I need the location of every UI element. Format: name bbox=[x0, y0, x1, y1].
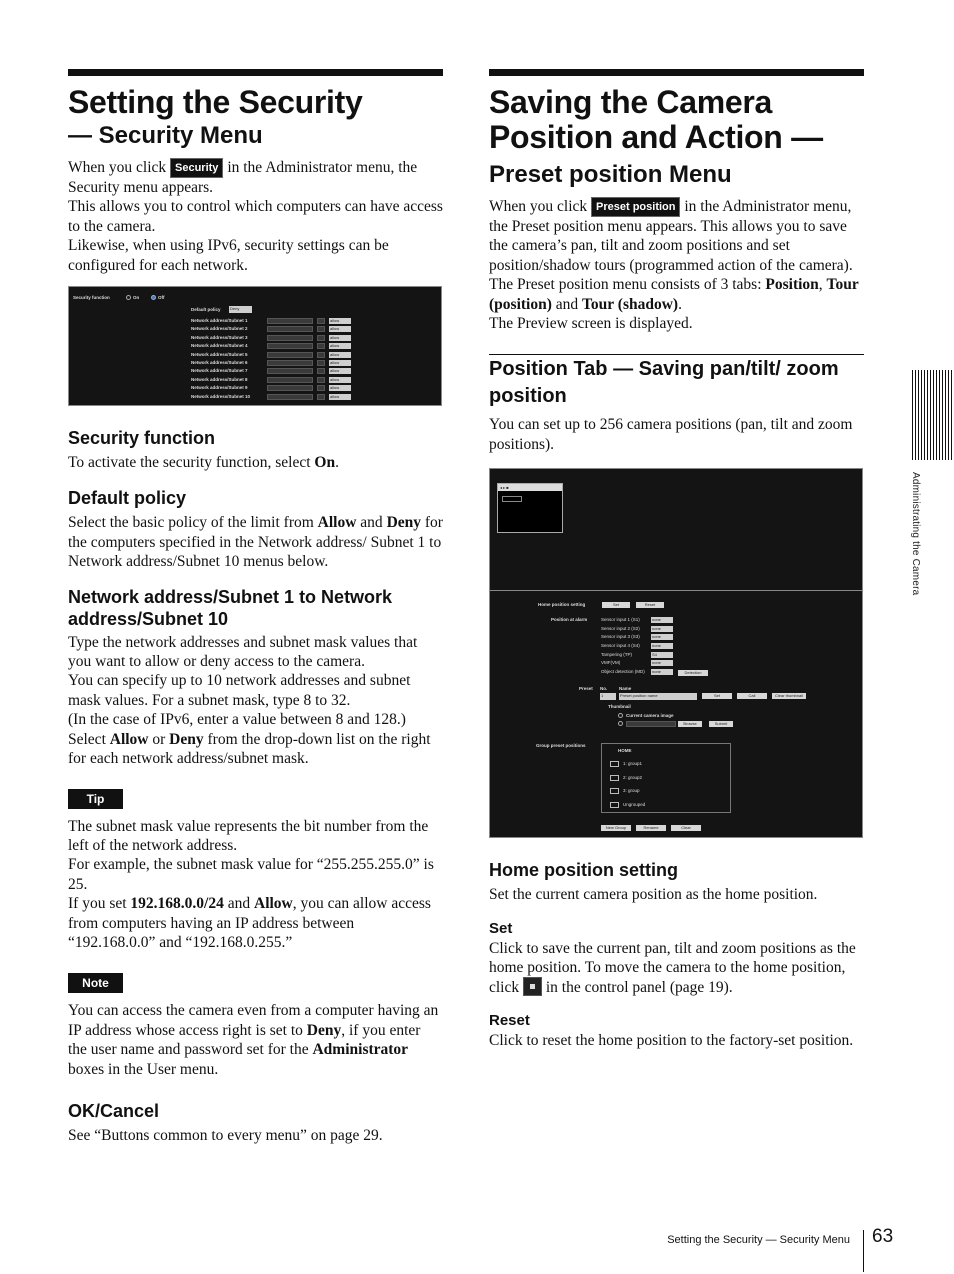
left-column bbox=[68, 69, 443, 1145]
home-setting-heading: Home position setting bbox=[489, 860, 678, 881]
footer-running-title: Setting the Security — Security Menu bbox=[667, 1234, 850, 1246]
shot-subnet-label: Network address/Subnet 8 bbox=[191, 376, 248, 382]
shot-subnet-mask bbox=[317, 377, 325, 383]
shot-alarm-row-value: S4 bbox=[651, 652, 673, 658]
note-label: Note bbox=[68, 973, 123, 993]
shot-subnet-policy: allow bbox=[329, 385, 351, 391]
section-subtitle-right: Preset position Menu bbox=[489, 161, 732, 188]
shot-current-radio bbox=[618, 713, 623, 718]
shot-subnet-address bbox=[267, 360, 313, 366]
shot-off-radio bbox=[151, 295, 156, 300]
set-text: Click to save the current pan, tilt and zoom positions as the home position. To move the camera to the home position, click in the control panel (page 19). bbox=[489, 939, 856, 997]
shot-group-node: Ungrouped bbox=[623, 801, 646, 807]
shot-subnet-label: Network address/Subnet 6 bbox=[191, 360, 248, 366]
default-policy-text: Select the basic policy of the limit from Allow and Deny for the computers specified in the Network address/ Subnet 1 to Network address/Subnet 10 menus below. bbox=[68, 514, 443, 571]
shot-subnet-address bbox=[267, 335, 313, 341]
shot-subnet-address bbox=[267, 352, 313, 358]
shot-group-node: 3: group bbox=[623, 788, 640, 794]
note-text: You can access the camera even from a computer having an IP address whose access right is set to Deny, if you enter the user name and password set for the Administrator boxes in the User menu. bbox=[68, 1002, 439, 1078]
shot-alarm-row-value: none bbox=[651, 617, 673, 623]
shot-security-function-label: Security function bbox=[73, 295, 110, 301]
chapter-thumb-tab bbox=[912, 370, 954, 460]
default-policy-heading: Default policy bbox=[68, 488, 187, 509]
shot-alarm-label: Position at alarm bbox=[551, 617, 588, 623]
shot-default-policy-select: Deny bbox=[229, 306, 252, 313]
shot-divider bbox=[490, 590, 863, 591]
shot-preset-no: 1 bbox=[600, 693, 616, 700]
section-subtitle: — Security Menu bbox=[68, 122, 263, 149]
shot-subnet-address bbox=[267, 318, 313, 324]
shot-default-policy-label: Default policy bbox=[191, 307, 221, 313]
section-title: Setting the Security bbox=[68, 84, 363, 120]
shot-subnet-mask bbox=[317, 343, 325, 349]
shot-subnet-address bbox=[267, 343, 313, 349]
footer-rule bbox=[863, 1230, 864, 1272]
shot-submit: Submit bbox=[709, 721, 733, 727]
shot-subnet-label: Network address/Subnet 7 bbox=[191, 368, 248, 374]
shot-no-label: No. bbox=[600, 686, 608, 692]
shot-subnet-mask bbox=[317, 352, 325, 358]
shot-group-tree bbox=[601, 743, 731, 813]
shot-detection-btn: Detection bbox=[678, 670, 708, 676]
shot-subnet-address bbox=[267, 326, 313, 332]
shot-home-set: Set bbox=[602, 602, 630, 608]
shot-file-field bbox=[626, 721, 676, 727]
preset-intro-text: When you click Preset position in the Administrator menu, the Preset position menu appears. This allows you to save the camera’s pan, tilt and zoom positions and set position/shadow tours (programmed action of the camera). The Preset position menu consists of 3 tabs: Position, Tour (position) and Tour (shadow). The Preview screen is displayed. bbox=[489, 198, 859, 333]
shot-subnet-policy: allow bbox=[329, 335, 351, 341]
tip-label: Tip bbox=[68, 789, 123, 809]
right-column bbox=[489, 69, 864, 1050]
shot-home-label: Home position setting bbox=[538, 602, 586, 608]
set-heading: Set bbox=[489, 919, 513, 937]
shot-new-group: New Group bbox=[601, 825, 631, 831]
shot-file-radio bbox=[618, 721, 623, 726]
shot-alarm-row-value: none bbox=[651, 634, 673, 640]
shot-subnet-label: Network address/Subnet 9 bbox=[191, 385, 248, 391]
network-text: Type the network addresses and subnet mask values that you want to allow or deny access to the camera. You can specify up to 10 network addresses and subnet mask values. For a subnet mask, type 8 to 32. (In the case of IPv6, enter a value between 8 and 128.) Select Allow or Deny from the drop-down list on the right for each network address/subnet mask. bbox=[68, 633, 431, 768]
shot-subnet-mask bbox=[317, 385, 325, 391]
tip-text: The subnet mask value represents the bit number from the left of the network address. For example, the subnet mask value for “255.255.255.0” is 25. If you set 192.168.0.0/24 and Allow, you can allow access from computers having an IP address between “192.168.0.0” and “192.168.0.255.” bbox=[68, 817, 434, 951]
position-tab-heading: Position Tab — Saving pan/tilt/ zoom position bbox=[489, 358, 839, 408]
folder-icon bbox=[610, 802, 619, 808]
shot-preview-icon bbox=[502, 496, 522, 502]
shot-name-label: Name bbox=[619, 686, 632, 692]
shot-on-radio bbox=[126, 295, 131, 300]
shot-subnet-policy: allow bbox=[329, 352, 351, 358]
shot-group-label: Group preset positions bbox=[536, 743, 586, 749]
shot-subnet-address bbox=[267, 394, 313, 400]
shot-subnet-policy: allow bbox=[329, 318, 351, 324]
shot-subnet-address bbox=[267, 368, 313, 374]
shot-alarm-row-label: Sensor input 1 (S1) bbox=[601, 617, 640, 623]
chapter-sidebar-title: Administrating the Camera bbox=[910, 472, 921, 596]
security-screenshot bbox=[68, 286, 442, 406]
shot-preview-toolbar: ◂ ▸ ■ bbox=[498, 484, 562, 491]
folder-icon bbox=[610, 761, 619, 767]
position-tab-rule bbox=[489, 354, 864, 355]
shot-current-image: Current camera image bbox=[626, 713, 674, 719]
shot-group-node: 1: group1 bbox=[623, 761, 643, 767]
shot-thumbnail-label: Thumbnail bbox=[608, 704, 631, 710]
shot-alarm-row-label: Sensor input 3 (S3) bbox=[601, 634, 640, 640]
reset-text: Click to reset the home position to the factory-set position. bbox=[489, 1031, 854, 1049]
security-function-text: To activate the security function, select On. bbox=[68, 454, 339, 472]
shot-subnet-label: Network address/Subnet 5 bbox=[191, 351, 248, 357]
shot-preset-set: Set bbox=[702, 693, 732, 699]
section-title-right-2: Position and Action — bbox=[489, 119, 823, 155]
shot-clear: Clear bbox=[671, 825, 701, 831]
shot-subnet-mask bbox=[317, 394, 325, 400]
shot-subnet-address bbox=[267, 385, 313, 391]
home-button-icon bbox=[523, 977, 542, 996]
folder-icon bbox=[610, 775, 619, 781]
page-number: 63 bbox=[872, 1226, 894, 1247]
shot-preview-window bbox=[497, 483, 563, 533]
shot-subnet-mask bbox=[317, 360, 325, 366]
shot-group-node: 2: group2 bbox=[623, 774, 643, 780]
title-rule-right bbox=[489, 69, 864, 76]
shot-alarm-row-label: VMF(VM) bbox=[601, 660, 621, 666]
home-setting-text: Set the current camera position as the home position. bbox=[489, 886, 818, 904]
shot-alarm-row-label: Object detection (MD) bbox=[601, 668, 645, 674]
shot-browse: Browse bbox=[678, 721, 702, 727]
ok-cancel-text: See “Buttons common to every menu” on page 29. bbox=[68, 1126, 383, 1144]
security-function-heading: Security function bbox=[68, 428, 216, 449]
shot-subnet-policy: allow bbox=[329, 326, 351, 332]
section-title-right-1: Saving the Camera bbox=[489, 84, 773, 120]
preset-position-menu-button: Preset position bbox=[591, 197, 680, 217]
shot-alarm-row-label: Sensor input 2 (S2) bbox=[601, 625, 640, 631]
shot-subnet-policy: allow bbox=[329, 394, 351, 400]
shot-subnet-mask bbox=[317, 335, 325, 341]
shot-home-reset: Reset bbox=[636, 602, 664, 608]
security-menu-button: Security bbox=[170, 158, 223, 178]
shot-alarm-row-value: none bbox=[651, 643, 673, 649]
shot-alarm-row-value: none bbox=[651, 669, 673, 675]
folder-icon bbox=[610, 788, 619, 794]
shot-subnet-policy: allow bbox=[329, 377, 351, 383]
shot-alarm-row-value: none bbox=[651, 660, 673, 666]
shot-rename: Rename bbox=[636, 825, 666, 831]
shot-subnet-mask bbox=[317, 368, 325, 374]
shot-preset-label: Preset bbox=[579, 686, 593, 692]
shot-alarm-row-value: none bbox=[651, 626, 673, 632]
shot-subnet-policy: allow bbox=[329, 360, 351, 366]
shot-subnet-policy: allow bbox=[329, 368, 351, 374]
shot-preset-call: Call bbox=[737, 693, 767, 699]
shot-home-node: HOME bbox=[618, 748, 632, 754]
shot-alarm-row-label: Sensor input 4 (S4) bbox=[601, 643, 640, 649]
position-tab-text: You can set up to 256 camera positions (pan, tilt and zoom positions). bbox=[489, 416, 853, 453]
network-heading: Network address/Subnet 1 to Network address/Subnet 10 bbox=[68, 586, 393, 629]
shot-subnet-label: Network address/Subnet 1 bbox=[191, 318, 248, 324]
shot-subnet-policy: allow bbox=[329, 343, 351, 349]
shot-off-label: Off bbox=[158, 295, 165, 301]
ok-cancel-heading: OK/Cancel bbox=[68, 1100, 160, 1121]
shot-subnet-label: Network address/Subnet 10 bbox=[191, 393, 251, 399]
intro-text: When you click Security in the Administrator menu, the Security menu appears. This allows you to control which computers can have access to the camera. Likewise, when using IPv6, security settings can be configured for each network. bbox=[68, 159, 443, 274]
title-rule bbox=[68, 69, 443, 76]
shot-alarm-row-label: Tampering (TP) bbox=[601, 651, 633, 657]
reset-heading: Reset bbox=[489, 1011, 530, 1029]
shot-subnet-address bbox=[267, 377, 313, 383]
shot-clear-thumb: Clear thumbnail bbox=[772, 693, 806, 699]
shot-subnet-label: Network address/Subnet 4 bbox=[191, 343, 248, 349]
shot-subnet-label: Network address/Subnet 2 bbox=[191, 326, 248, 332]
shot-preset-name: Preset position name bbox=[619, 693, 697, 700]
shot-on-label: On bbox=[133, 295, 140, 301]
preset-screenshot bbox=[489, 468, 863, 838]
shot-subnet-mask bbox=[317, 326, 325, 332]
shot-subnet-mask bbox=[317, 318, 325, 324]
shot-subnet-label: Network address/Subnet 3 bbox=[191, 334, 248, 340]
